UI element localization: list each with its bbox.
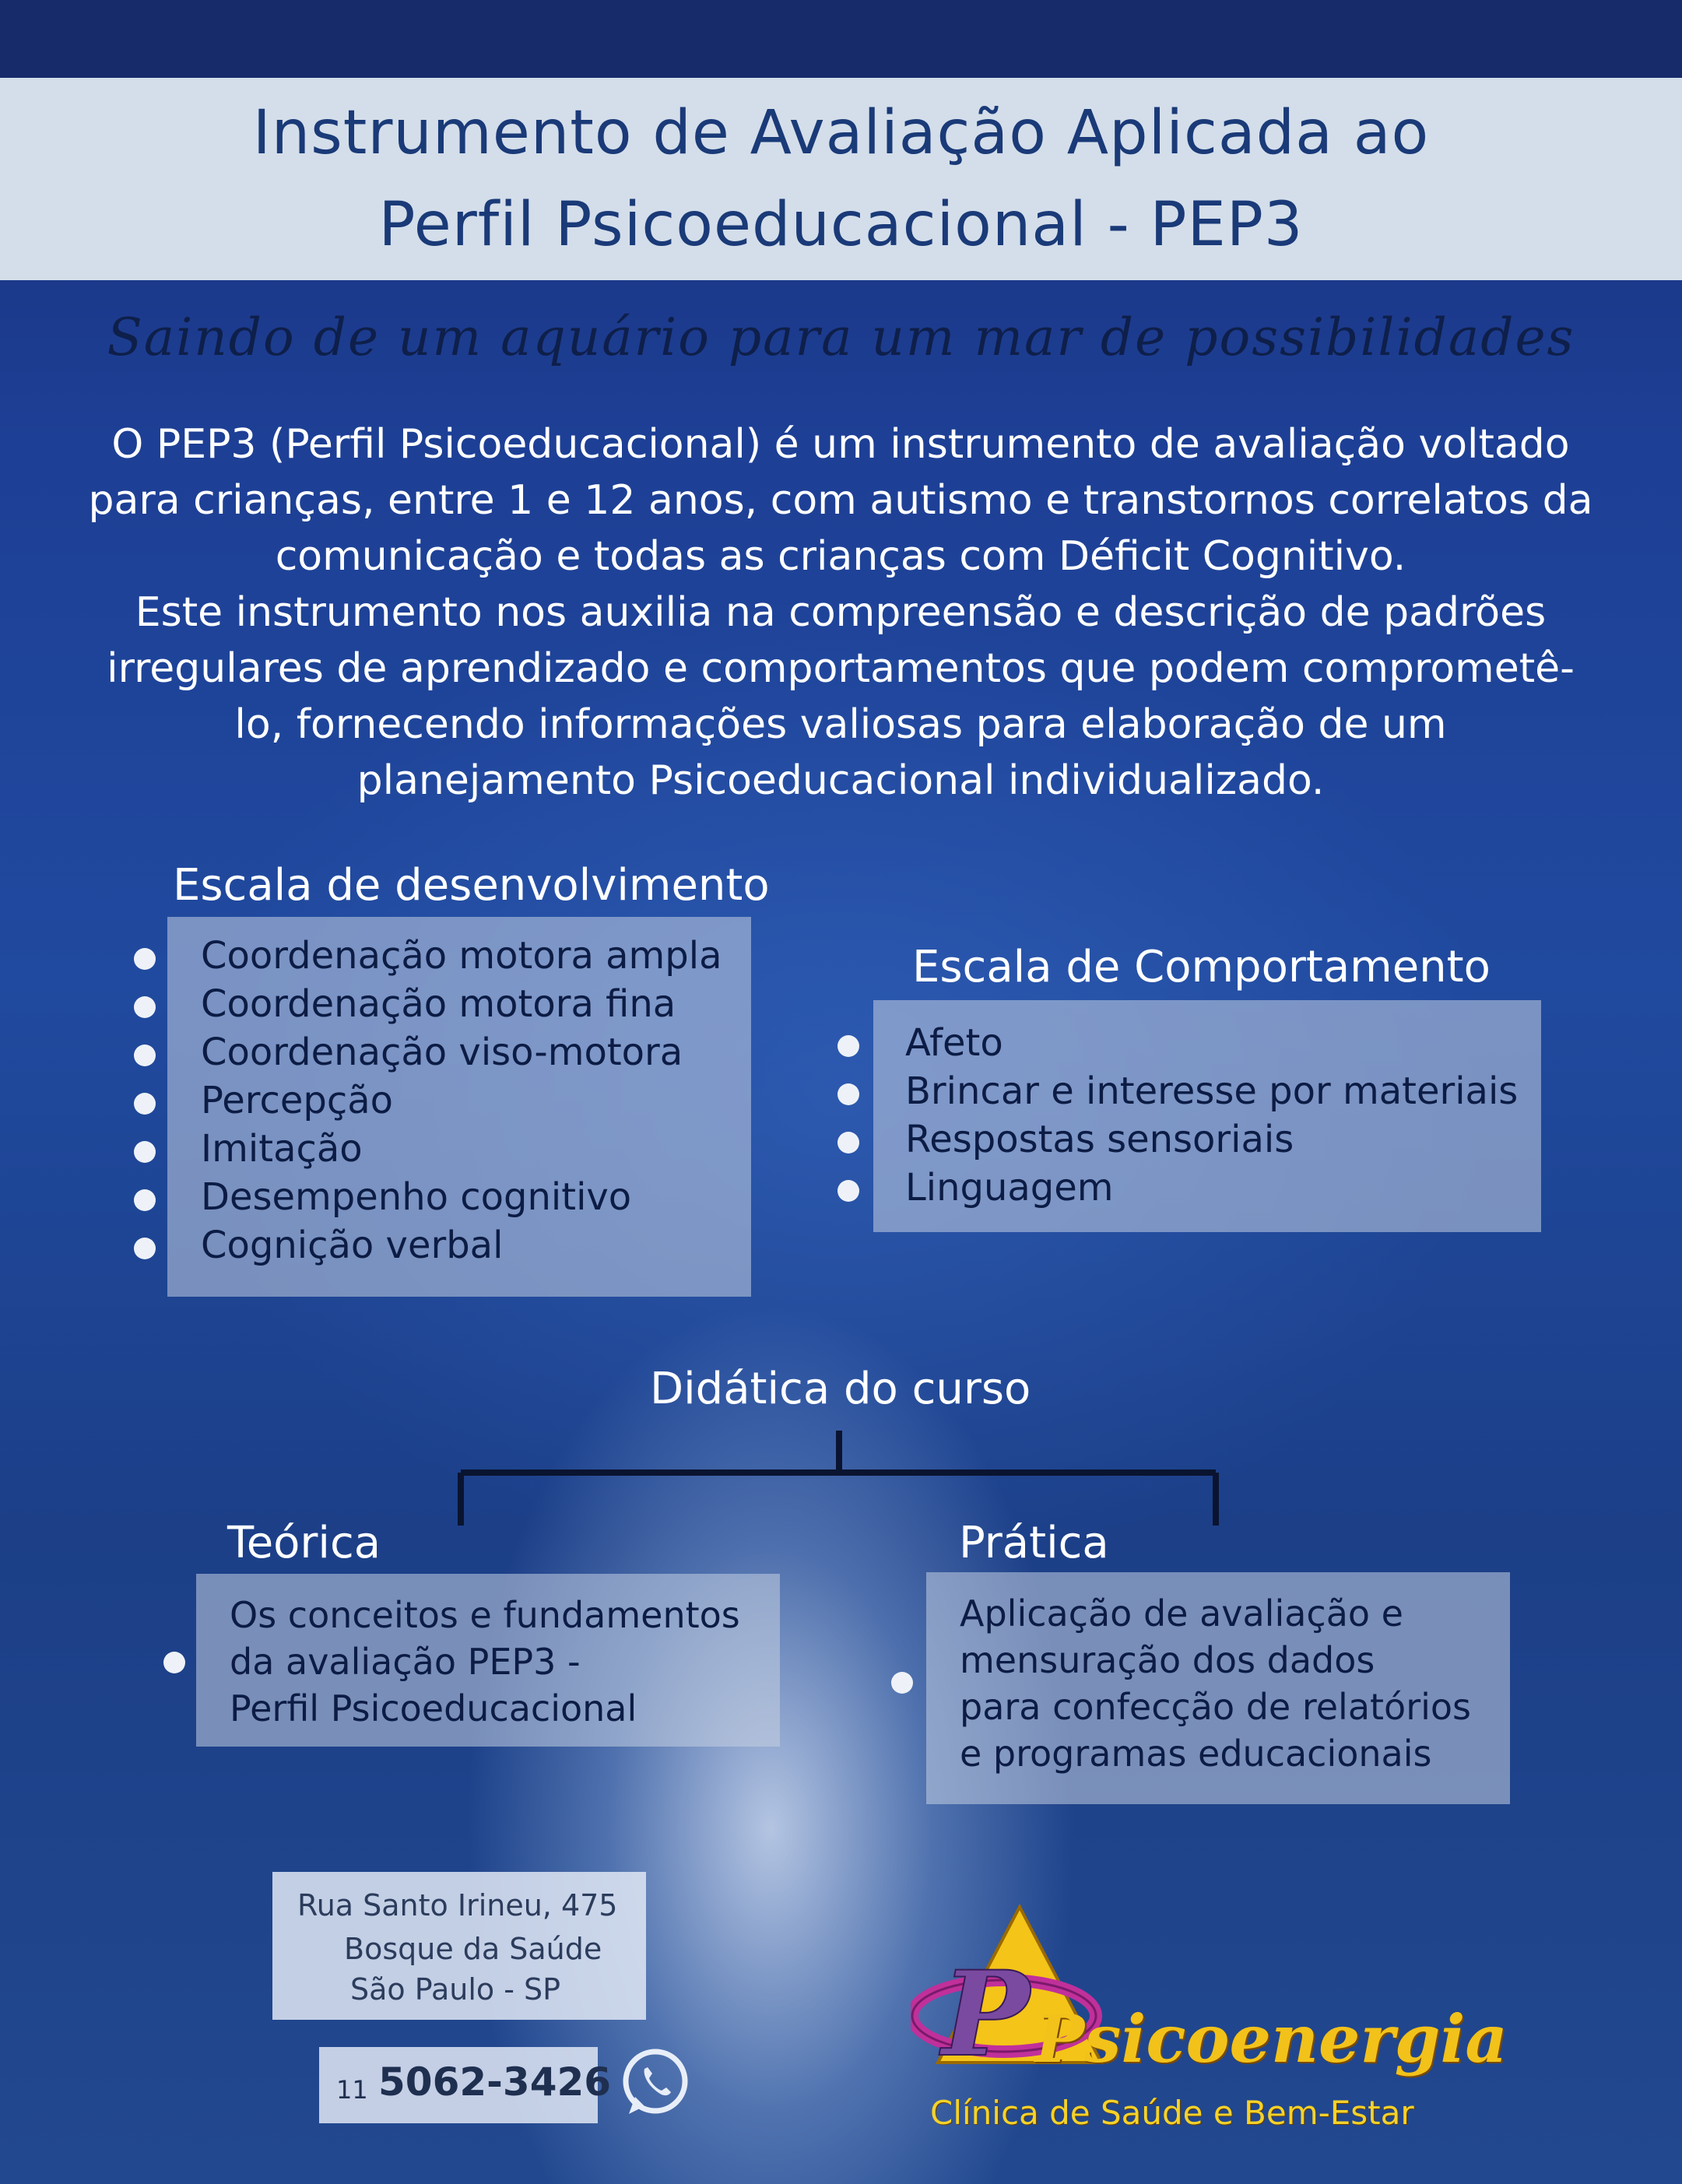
title-line-1: Instrumento de Avaliação Aplicada ao: [252, 98, 1430, 168]
intro-line: comunicação e todas as crianças com Déficit Cognitivo.: [275, 533, 1406, 580]
theory-line: Perfil Psicoeducacional: [230, 1687, 637, 1729]
brand-name: Psicoenergia: [1035, 2000, 1508, 2077]
practice-line: Aplicação de avaliação e: [960, 1592, 1403, 1634]
title-line-2: Perfil Psicoeducacional - PEP3: [378, 190, 1304, 260]
tagline: Saindo de um aquário para um mar de possibilidades: [107, 307, 1575, 367]
intro-line: planejamento Psicoeducacional individualizado.: [356, 757, 1325, 804]
phone-box: [319, 2047, 612, 2123]
theory-line: da avaliação PEP3 -: [230, 1641, 581, 1683]
didactics-title: Didática do curso: [650, 1364, 1031, 1414]
practice-title: Prática: [959, 1518, 1109, 1568]
practice-line: para confecção de relatórios: [960, 1686, 1472, 1728]
intro-line: Este instrumento nos auxilia na compreensão e descrição de padrões: [135, 589, 1547, 636]
svg-text:P: P: [942, 1946, 1030, 2083]
behavior-scale-title: Escala de Comportamento: [912, 942, 1491, 992]
practice-text: [960, 1590, 1471, 1777]
intro-line: para crianças, entre 1 e 12 anos, com autismo e transtornos correlatos da: [88, 477, 1593, 524]
theory-line: Os conceitos e fundamentos: [230, 1594, 740, 1636]
intro-line: lo, fornecendo informações valiosas para elaboração de um: [234, 701, 1447, 748]
practice-line: mensuração dos dados: [960, 1639, 1375, 1681]
address-district: Bosque da Saúde: [344, 1932, 602, 1966]
address-street: Rua Santo Irineu, 475: [297, 1888, 618, 1922]
phone-area-code: 11: [336, 2075, 368, 2105]
intro-line: irregulares de aprendizado e comportamentos que podem comprometê-: [107, 645, 1575, 692]
practice-line: e programas educacionais: [960, 1733, 1432, 1775]
address-city: São Paulo - SP: [350, 1972, 561, 2007]
intro-line: O PEP3 (Perfil Psicoeducacional) é um instrumento de avaliação voltado: [111, 421, 1570, 468]
theory-title: Teórica: [227, 1518, 381, 1568]
brand-subtitle: Clínica de Saúde e Bem-Estar: [930, 2094, 1414, 2132]
bullet-icon: [163, 1652, 185, 1673]
bullet-icon: [891, 1672, 913, 1694]
dev-scale-title: Escala de desenvolvimento: [173, 860, 770, 911]
address-box: [272, 1872, 646, 2020]
whatsapp-icon: [616, 2044, 694, 2122]
phone-number: 5062-3426: [378, 2059, 612, 2105]
theory-text: [230, 1592, 740, 1732]
